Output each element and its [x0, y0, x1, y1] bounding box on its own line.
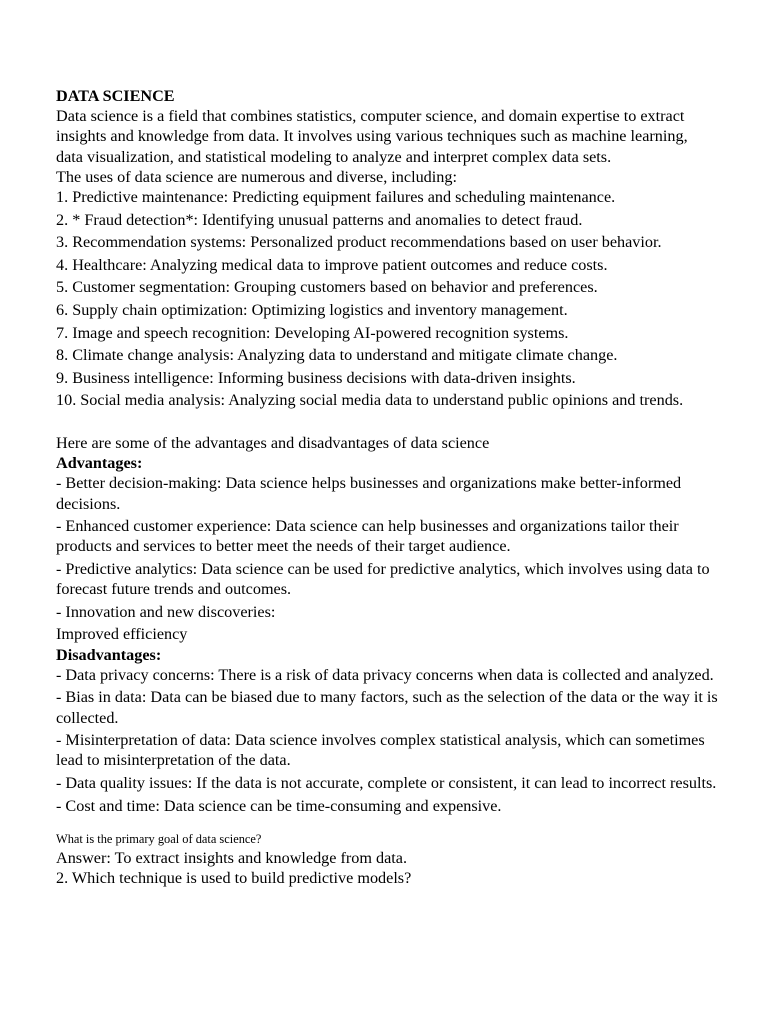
- use-item-10: 10. Social media analysis: Analyzing social media data to understand public opinions and trends.: [56, 391, 684, 410]
- answer-1: Answer: To extract insights and knowledge from data.: [56, 848, 408, 867]
- use-item-6: 6. Supply chain optimization: Optimizing logistics and inventory management.: [56, 300, 568, 319]
- advantages-heading: Advantages:: [56, 454, 143, 473]
- document-title: DATA SCIENCE: [56, 87, 175, 105]
- disadvantage-item-2: - Bias in data: Data can be biased due to many factors, such as the selection of the data or the way it is collected.: [56, 688, 718, 727]
- disadvantage-item-1: - Data privacy concerns: There is a risk of data privacy concerns when data is collected and analyzed.: [56, 665, 714, 684]
- advantage-item-1: - Better decision-making: Data science helps businesses and organizations make better-informed decisions.: [56, 474, 682, 513]
- question-1: What is the primary goal of data science?: [56, 831, 262, 846]
- question-2: 2. Which technique is used to build predictive models?: [56, 868, 412, 887]
- advantages-intro: Here are some of the advantages and disadvantages of data science: [56, 433, 490, 452]
- use-item-1: 1. Predictive maintenance: Predicting equipment failures and scheduling maintenance.: [56, 188, 616, 207]
- advantage-item-2: - Enhanced customer experience: Data science can help businesses and organizations tailor their products and services to better meet the needs of their target audience.: [56, 517, 679, 556]
- document-page: [56, 86, 718, 888]
- use-item-7: 7. Image and speech recognition: Developing AI-powered recognition systems.: [56, 323, 569, 342]
- advantages-list: [56, 473, 718, 622]
- improved-efficiency: Improved efficiency: [56, 625, 188, 644]
- use-item-3: 3. Recommendation systems: Personalized product recommendations based on user behavior.: [56, 233, 662, 252]
- use-item-8: 8. Climate change analysis: Analyzing data to understand and mitigate climate change.: [56, 346, 618, 365]
- advantage-item-4: - Innovation and new discoveries:: [56, 602, 276, 621]
- blank-line: [56, 413, 718, 433]
- advantage-item-3: - Predictive analytics: Data science can be used for predictive analytics, which involves using data to forecast future trends and outcomes.: [56, 559, 710, 599]
- disadvantages-list: [56, 665, 718, 816]
- disadvantage-item-4: - Data quality issues: If the data is not accurate, complete or consistent, it can lead to incorrect results.: [56, 773, 717, 792]
- use-item-5: 5. Customer segmentation: Grouping customers based on behavior and preferences.: [56, 278, 598, 297]
- intro-paragraph: Data science is a field that combines statistics, computer science, and domain expertise to extract insights and knowledge from data. It involves using various techniques such as machine learning, data visualization, and statistical modeling to analyze and interpret complex data sets.: [56, 107, 688, 166]
- uses-list: [56, 187, 718, 411]
- use-item-2: 2. * Fraud detection*: Identifying unusual patterns and anomalies to detect fraud.: [56, 210, 583, 229]
- use-item-4: 4. Healthcare: Analyzing medical data to improve patient outcomes and reduce costs.: [56, 255, 608, 274]
- disadvantage-item-3: - Misinterpretation of data: Data science involves complex statistical analysis, which can sometimes lead to misinterpretation of the data.: [56, 731, 705, 770]
- disadvantage-item-5: - Cost and time: Data science can be time-consuming and expensive.: [56, 796, 502, 815]
- use-item-9: 9. Business intelligence: Informing business decisions with data-driven insights.: [56, 368, 576, 387]
- uses-intro: The uses of data science are numerous and diverse, including:: [56, 167, 457, 186]
- disadvantages-heading: Disadvantages:: [56, 645, 162, 664]
